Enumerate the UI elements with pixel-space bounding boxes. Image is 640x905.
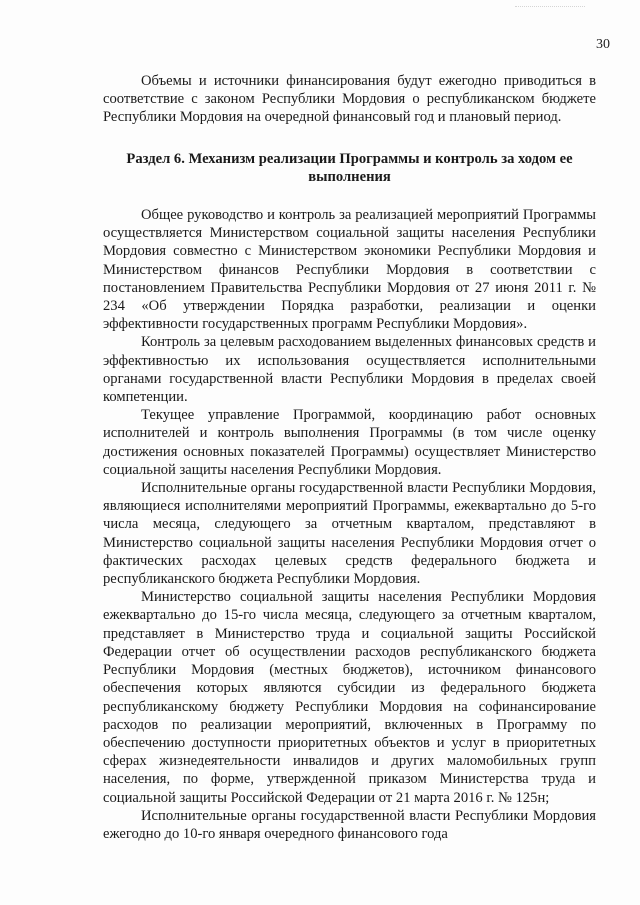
- paragraph-executive-bodies-quarterly: Исполнительные органы государственной власти Республики Мордовия, являющиеся исполнителями мероприятий Программы, ежеквартально до 5-го числа месяца, следующего за отчетным кварталом, представляют в Министерство социальной защиты населения Республики Мордовия отчет о фактических расходах целевых средств федерального бюджета и республиканского бюджета Республики Мордовия.: [103, 480, 596, 588]
- paragraph-executive-bodies-annual: Исполнительные органы государственной власти Республики Мордовия ежегодно до 10-го января очередного финансового года: [103, 807, 596, 842]
- paragraph-control-spending: Контроль за целевым расходованием выделенных финансовых средств и эффективностью их использования осуществляется исполнительными органами государственной власти Республики Мордовия в пределах своей компетенции.: [103, 334, 596, 406]
- paragraph-ministry-quarterly-report: Министерство социальной защиты населения Республики Мордовия ежеквартально до 15-го числа месяца, следующего за отчетным кварталом, представляет в Министерство труда и социальной защиты Российской Федерации отчет об осуществлении расходов республиканского бюджета Республики Мордовия (местных бюджетов), источником финансового обеспечения которых являются субсидии из федерального бюджета республиканскому бюджету Республики Мордовия на софинансирование расходов по реализации мероприятий, включенных в Программу по обеспечению доступности приоритетных объектов и услуг в приоритетных сферах жизнедеятельности инвалидов и других маломобильных групп населения, по форме, утвержденной приказом Министерства труда и социальной защиты Российской Федерации от 21 марта 2016 г. № 125н;: [103, 589, 596, 806]
- paragraph-current-management: Текущее управление Программой, координацию работ основных исполнителей и контроль выполнения Программы (в том числе оценку достижения основных показателей Программы) осуществляет Министерство социальной защиты населения Республики Мордовия.: [103, 407, 596, 478]
- document-body: [103, 72, 596, 843]
- section-title: Раздел 6. Механизм реализации Программы и контроль за ходом ее выполнения: [126, 150, 573, 185]
- paragraph-financing-sources: Объемы и источники финансирования будут ежегодно приводиться в соответствие с законом Республики Мордовия о республиканском бюджете Республики Мордовия на очередной финансовый год и плановый период.: [103, 73, 596, 126]
- scan-artifact: [515, 6, 585, 9]
- page-number: 30: [596, 37, 610, 52]
- paragraph-general-management: Общее руководство и контроль за реализацией мероприятий Программы осуществляется Министерством социальной защиты населения Республики Мордовия совместно с Министерством экономики Республики Мордовия и Министерством финансов Республики Мордовия в соответствии с постановлением Правительства Республики Мордовия от 27 июня 2011 г. № 234 «Об утверждении Порядка разработки, реализации и оценки эффективности государственных программ Республики Мордовия».: [103, 207, 596, 333]
